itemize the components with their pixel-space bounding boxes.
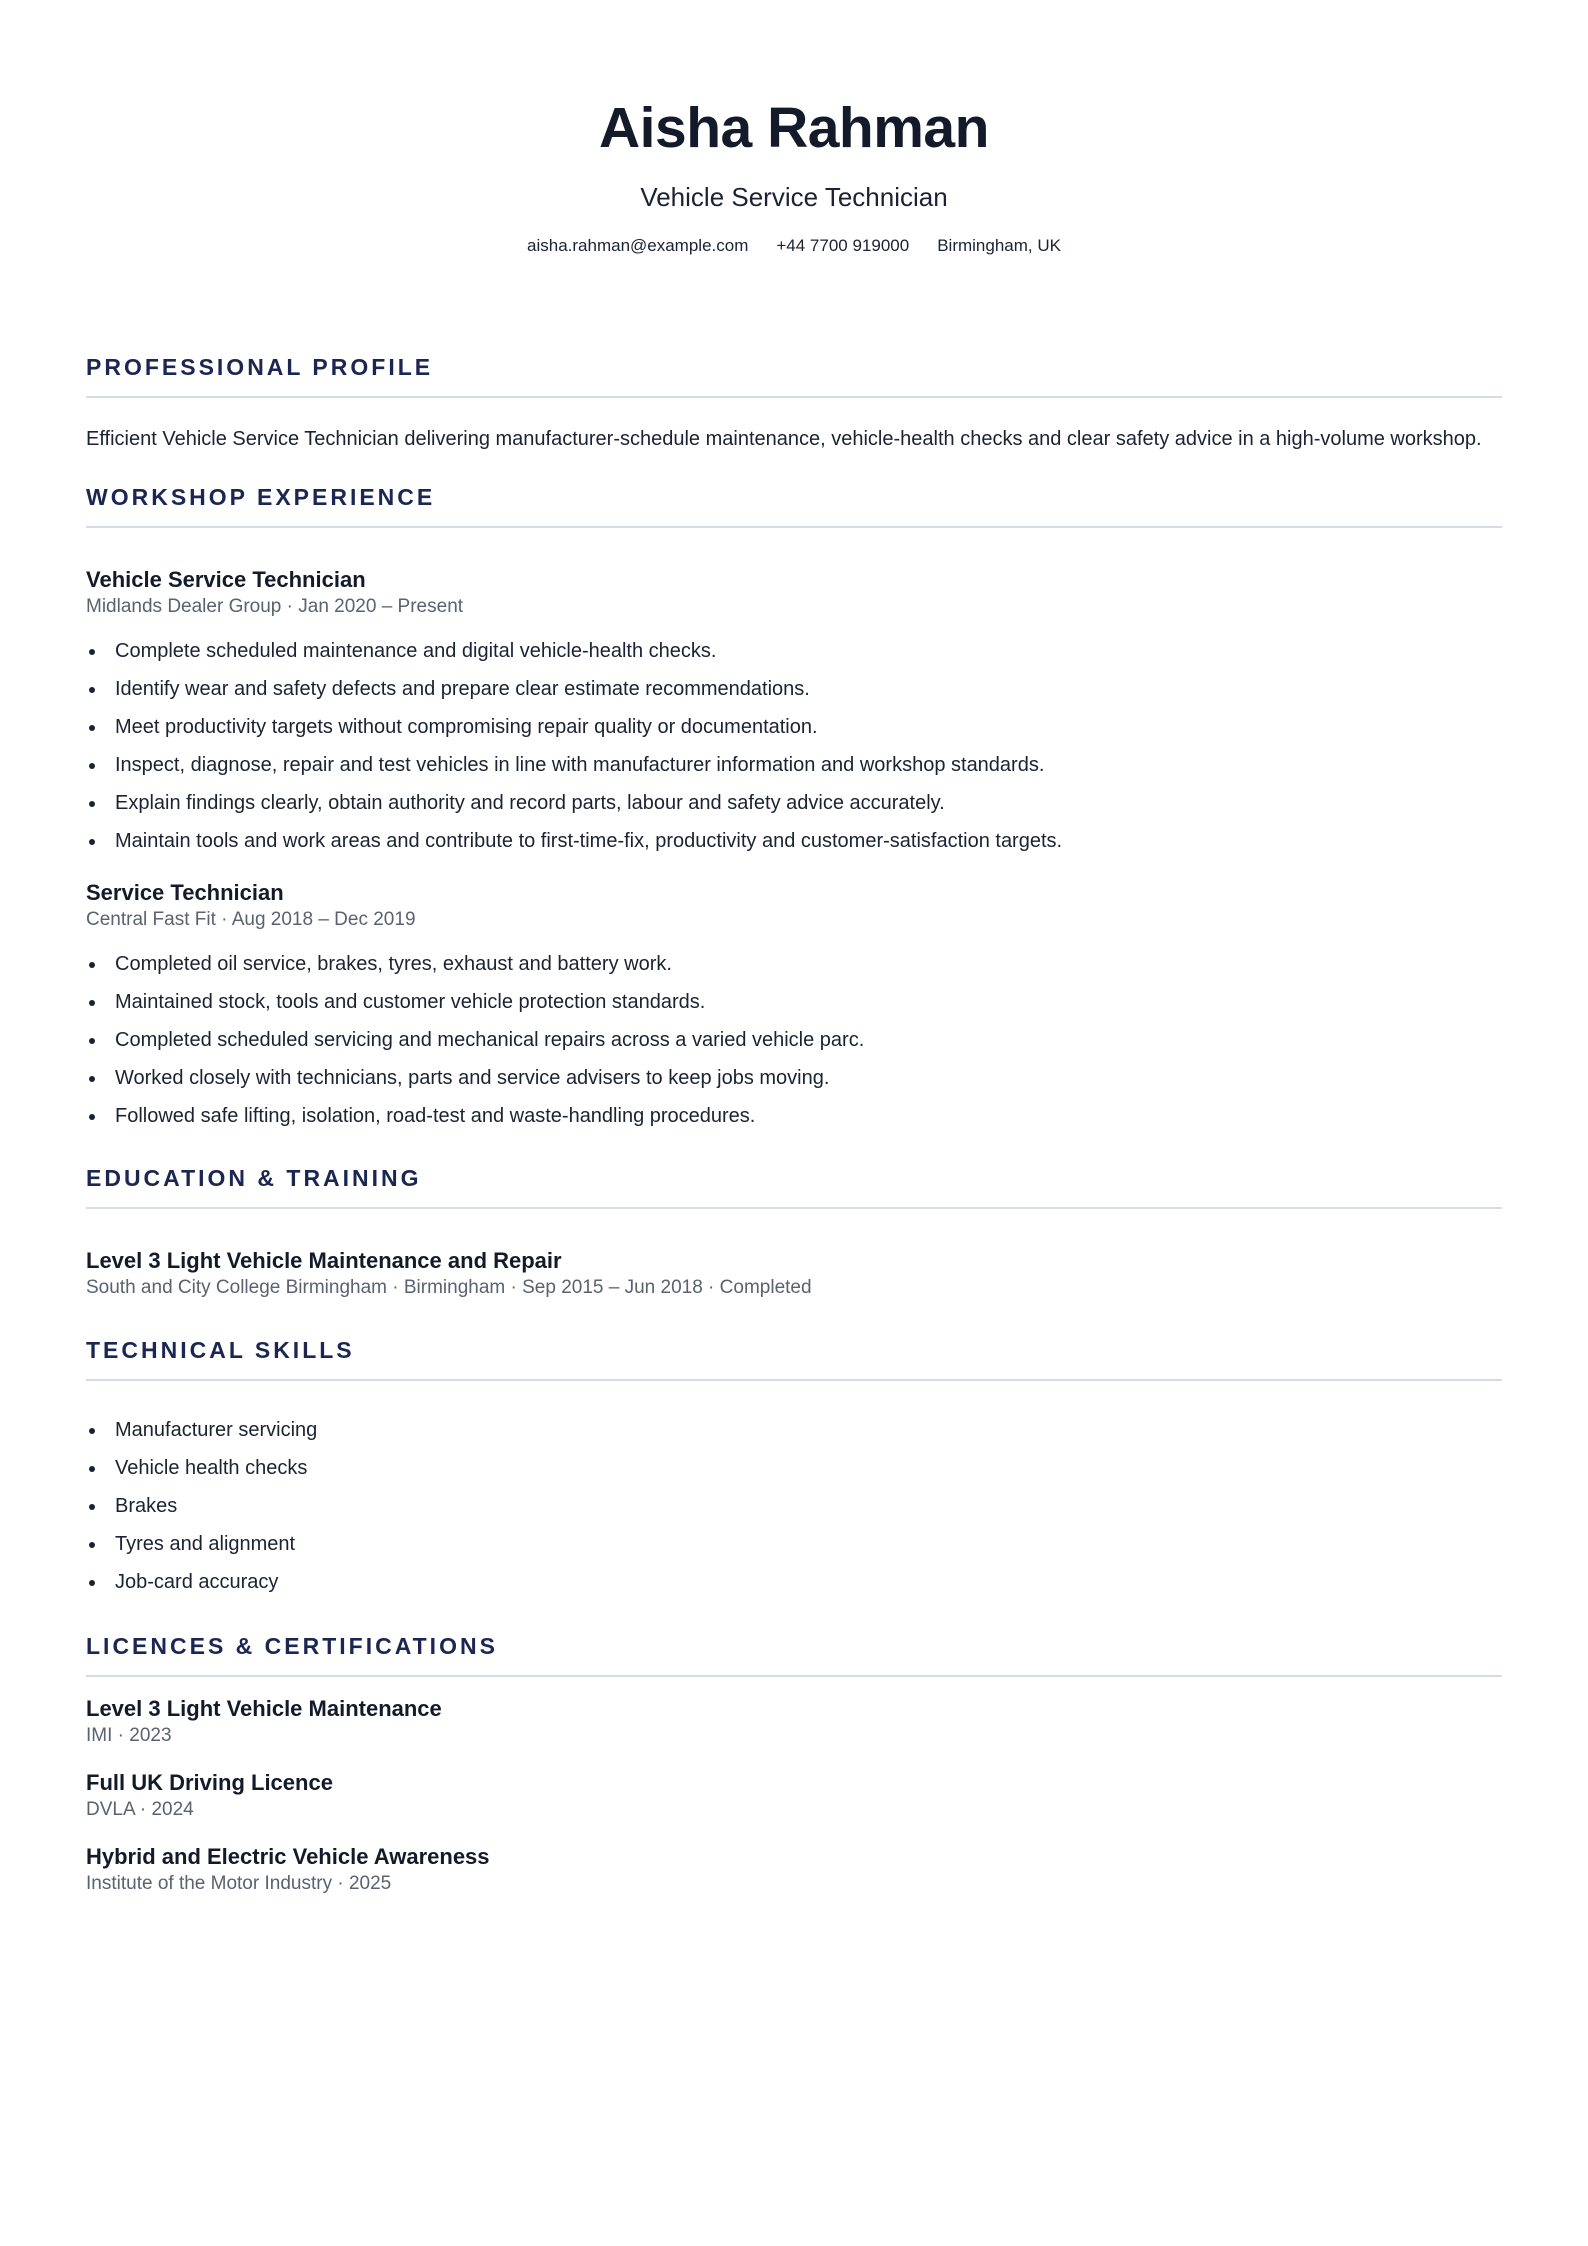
job-meta: Midlands Dealer Group · Jan 2020 – Present — [86, 596, 464, 617]
section-heading-profile: PROFESSIONAL PROFILE — [86, 352, 1502, 398]
resume-header — [86, 0, 1502, 258]
skill-item: Job-card accuracy — [86, 1563, 1502, 1601]
job-bullets — [86, 632, 1502, 860]
section-heading-education: EDUCATION & TRAINING — [86, 1163, 1502, 1209]
job-meta: Central Fast Fit · Aug 2018 – Dec 2019 — [86, 909, 416, 930]
bullet-item: Completed oil service, brakes, tyres, exhaust and battery work. — [86, 945, 1502, 983]
skill-item: Vehicle health checks — [86, 1449, 1502, 1487]
contact-location: Birmingham, UK — [937, 236, 1061, 255]
job-entry — [86, 566, 1502, 860]
bullet-item: Maintain tools and work areas and contribute to first-time-fix, productivity and customer-satisfaction targets. — [86, 822, 1502, 860]
job-bullets — [86, 945, 1502, 1135]
certification-title: Level 3 Light Vehicle Maintenance — [86, 1696, 442, 1721]
bullet-item: Maintained stock, tools and customer vehicle protection standards. — [86, 983, 1502, 1021]
experience-section — [86, 482, 1502, 1135]
section-heading-experience: WORKSHOP EXPERIENCE — [86, 482, 1502, 528]
certification-meta: Institute of the Motor Industry · 2025 — [86, 1873, 392, 1894]
certification-entry — [86, 1695, 1502, 1749]
bullet-item: Meet productivity targets without compromising repair quality or documentation. — [86, 708, 1502, 746]
education-section — [86, 1163, 1502, 1301]
skills-list — [86, 1411, 1502, 1601]
candidate-name: Aisha Rahman — [599, 96, 989, 160]
bullet-item: Explain findings clearly, obtain authority and record parts, labour and safety advice accurately. — [86, 784, 1502, 822]
bullet-item: Complete scheduled maintenance and digital vehicle-health checks. — [86, 632, 1502, 670]
job-title: Vehicle Service Technician — [86, 567, 366, 592]
skill-item: Tyres and alignment — [86, 1525, 1502, 1563]
job-title: Service Technician — [86, 880, 284, 905]
certifications-section — [86, 1631, 1502, 1897]
bullet-item: Identify wear and safety defects and prepare clear estimate recommendations. — [86, 670, 1502, 708]
candidate-role: Vehicle Service Technician — [640, 182, 948, 212]
bullet-item: Completed scheduled servicing and mechanical repairs across a varied vehicle parc. — [86, 1021, 1502, 1059]
education-entry — [86, 1247, 1502, 1301]
contact-phone: +44 7700 919000 — [776, 236, 910, 255]
section-heading-certifications: LICENCES & CERTIFICATIONS — [86, 1631, 1502, 1677]
certification-meta: IMI · 2023 — [86, 1725, 172, 1746]
certification-title: Hybrid and Electric Vehicle Awareness — [86, 1844, 490, 1869]
section-heading-skills: TECHNICAL SKILLS — [86, 1335, 1502, 1381]
job-entry — [86, 879, 1502, 1135]
certification-title: Full UK Driving Licence — [86, 1770, 333, 1795]
education-meta: South and City College Birmingham · Birmingham · Sep 2015 – Jun 2018 · Completed — [86, 1277, 812, 1298]
skill-item: Brakes — [86, 1487, 1502, 1525]
skills-section — [86, 1335, 1502, 1601]
bullet-item: Worked closely with technicians, parts and service advisers to keep jobs moving. — [86, 1059, 1502, 1097]
certification-entry — [86, 1769, 1502, 1823]
bullet-item: Inspect, diagnose, repair and test vehicles in line with manufacturer information and workshop standards. — [86, 746, 1502, 784]
contact-line — [86, 234, 1502, 258]
skill-item: Manufacturer servicing — [86, 1411, 1502, 1449]
profile-section — [86, 352, 1502, 454]
profile-summary: Efficient Vehicle Service Technician delivering manufacturer-schedule maintenance, vehicle-health checks and clear safety advice in a high-volume workshop. — [86, 428, 1482, 450]
certification-meta: DVLA · 2024 — [86, 1799, 194, 1820]
contact-email: aisha.rahman@example.com — [527, 236, 749, 255]
certification-entry — [86, 1843, 1502, 1897]
bullet-item: Followed safe lifting, isolation, road-test and waste-handling procedures. — [86, 1097, 1502, 1135]
education-title: Level 3 Light Vehicle Maintenance and Repair — [86, 1248, 562, 1273]
